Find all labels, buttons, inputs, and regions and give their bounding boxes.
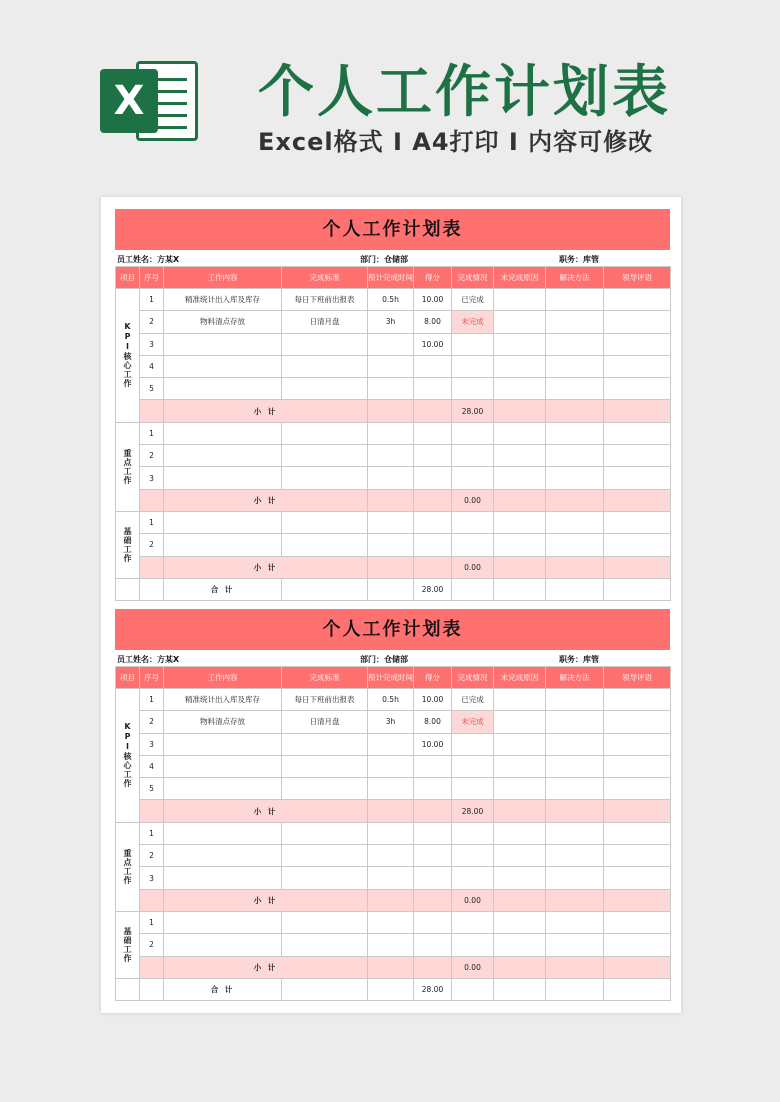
info-row <box>115 650 670 666</box>
leader-comment[interactable] <box>604 445 671 467</box>
incomplete-reason[interactable] <box>494 445 546 467</box>
row-number[interactable]: 5 <box>140 378 164 400</box>
solution[interactable] <box>546 467 604 489</box>
solution[interactable] <box>546 755 604 777</box>
table-row <box>116 311 671 333</box>
work-content[interactable]: 精准统计出入库及库存 <box>164 689 282 711</box>
excel-logo-icon <box>100 55 200 147</box>
estimated-time[interactable] <box>368 445 414 467</box>
incomplete-reason[interactable] <box>494 289 546 311</box>
completion-status[interactable] <box>452 467 494 489</box>
completion-standard[interactable] <box>282 333 368 355</box>
leader-comment[interactable] <box>604 867 671 889</box>
column-header: 工作内容 <box>164 667 282 689</box>
incomplete-reason[interactable] <box>494 378 546 400</box>
score[interactable] <box>414 378 452 400</box>
leader-comment[interactable] <box>604 534 671 556</box>
score[interactable] <box>414 511 452 533</box>
completion-standard[interactable]: 日清月盘 <box>282 311 368 333</box>
estimated-time[interactable] <box>368 755 414 777</box>
subtotal-row <box>116 489 671 511</box>
score[interactable] <box>414 778 452 800</box>
subtotal-label: 小 计 <box>164 956 368 978</box>
score[interactable] <box>414 845 452 867</box>
completion-standard[interactable] <box>282 534 368 556</box>
column-header: 领导评语 <box>604 267 671 289</box>
subtotal-score[interactable]: 0.00 <box>452 489 494 511</box>
subtotal-row <box>116 556 671 578</box>
work-content[interactable] <box>164 511 282 533</box>
completion-standard[interactable] <box>282 867 368 889</box>
total-label: 合 计 <box>164 578 282 600</box>
column-header: 得分 <box>414 267 452 289</box>
banner <box>0 0 780 200</box>
completion-status[interactable] <box>452 934 494 956</box>
row-number[interactable]: 4 <box>140 755 164 777</box>
table-row <box>116 867 671 889</box>
column-header: 完成标准 <box>282 667 368 689</box>
column-header: 完成情况 <box>452 667 494 689</box>
category-label: KPI核心工作 <box>116 689 140 823</box>
score[interactable]: 8.00 <box>414 311 452 333</box>
position: 职务：库管 <box>559 655 599 664</box>
column-header: 完成情况 <box>452 267 494 289</box>
leader-comment[interactable] <box>604 467 671 489</box>
total-score[interactable]: 28.00 <box>414 978 452 1000</box>
table-row <box>116 689 671 711</box>
column-header: 预计完成时间 <box>368 667 414 689</box>
table-row <box>116 911 671 933</box>
column-header: 预计完成时间 <box>368 267 414 289</box>
score[interactable]: 10.00 <box>414 733 452 755</box>
estimated-time[interactable] <box>368 333 414 355</box>
completion-standard[interactable] <box>282 778 368 800</box>
incomplete-reason[interactable] <box>494 822 546 844</box>
completion-standard[interactable] <box>282 355 368 377</box>
solution[interactable] <box>546 911 604 933</box>
subtotal-row <box>116 800 671 822</box>
table-row <box>116 333 671 355</box>
leader-comment[interactable] <box>604 778 671 800</box>
leader-comment[interactable] <box>604 333 671 355</box>
estimated-time[interactable] <box>368 511 414 533</box>
completion-status[interactable]: 已完成 <box>452 689 494 711</box>
solution[interactable] <box>546 534 604 556</box>
solution[interactable] <box>546 333 604 355</box>
completion-standard[interactable] <box>282 467 368 489</box>
column-header: 解决方法 <box>546 667 604 689</box>
incomplete-reason[interactable] <box>494 778 546 800</box>
table-row <box>116 755 671 777</box>
total-row <box>116 578 671 600</box>
incomplete-reason[interactable] <box>494 689 546 711</box>
completion-standard[interactable] <box>282 445 368 467</box>
solution[interactable] <box>546 445 604 467</box>
completion-status[interactable] <box>452 845 494 867</box>
subtotal-label: 小 计 <box>164 800 368 822</box>
solution[interactable] <box>546 711 604 733</box>
work-content[interactable] <box>164 534 282 556</box>
solution[interactable] <box>546 778 604 800</box>
completion-standard[interactable] <box>282 422 368 444</box>
estimated-time[interactable]: 0.5h <box>368 689 414 711</box>
department: 部门：仓储部 <box>360 255 408 264</box>
solution[interactable] <box>546 822 604 844</box>
completion-standard[interactable] <box>282 845 368 867</box>
table-row <box>116 422 671 444</box>
estimated-time[interactable] <box>368 422 414 444</box>
completion-standard[interactable]: 每日下班前出报表 <box>282 689 368 711</box>
leader-comment[interactable] <box>604 822 671 844</box>
leader-comment[interactable] <box>604 733 671 755</box>
column-header: 未完成原因 <box>494 267 546 289</box>
completion-standard[interactable] <box>282 934 368 956</box>
subtotal-score[interactable]: 0.00 <box>452 889 494 911</box>
column-header: 项目 <box>116 267 140 289</box>
leader-comment[interactable] <box>604 378 671 400</box>
row-number[interactable]: 2 <box>140 711 164 733</box>
column-header: 未完成原因 <box>494 667 546 689</box>
category-label: 基础工作 <box>116 511 140 578</box>
work-content[interactable] <box>164 733 282 755</box>
row-number[interactable]: 3 <box>140 733 164 755</box>
solution[interactable] <box>546 422 604 444</box>
score[interactable]: 8.00 <box>414 711 452 733</box>
estimated-time[interactable] <box>368 867 414 889</box>
leader-comment[interactable] <box>604 689 671 711</box>
solution[interactable] <box>546 511 604 533</box>
banner-subtitle: Excel格式 I A4打印 I 内容可修改 <box>258 128 654 156</box>
row-number[interactable]: 3 <box>140 333 164 355</box>
table-row <box>116 511 671 533</box>
completion-status[interactable]: 未完成 <box>452 311 494 333</box>
work-content[interactable] <box>164 467 282 489</box>
completion-status[interactable] <box>452 511 494 533</box>
header-row <box>116 267 671 289</box>
table-row <box>116 445 671 467</box>
score[interactable] <box>414 355 452 377</box>
total-score[interactable]: 28.00 <box>414 578 452 600</box>
estimated-time[interactable]: 3h <box>368 311 414 333</box>
document-page <box>101 197 681 1013</box>
completion-status[interactable] <box>452 778 494 800</box>
work-content[interactable] <box>164 822 282 844</box>
work-content[interactable] <box>164 867 282 889</box>
completion-status[interactable] <box>452 755 494 777</box>
solution[interactable] <box>546 311 604 333</box>
work-content[interactable] <box>164 333 282 355</box>
incomplete-reason[interactable] <box>494 355 546 377</box>
department: 部门：仓储部 <box>360 655 408 664</box>
table-row <box>116 845 671 867</box>
completion-standard[interactable] <box>282 822 368 844</box>
subtotal-score[interactable]: 28.00 <box>452 400 494 422</box>
employee-name: 员工姓名：方某X <box>117 255 180 264</box>
row-number[interactable]: 2 <box>140 311 164 333</box>
score[interactable] <box>414 422 452 444</box>
excel-logo-letter: X <box>100 69 158 133</box>
score[interactable]: 10.00 <box>414 689 452 711</box>
score[interactable] <box>414 867 452 889</box>
subtotal-score[interactable]: 0.00 <box>452 956 494 978</box>
work-content[interactable] <box>164 755 282 777</box>
subtotal-label: 小 计 <box>164 489 368 511</box>
work-content[interactable]: 物料清点存放 <box>164 311 282 333</box>
completion-status[interactable] <box>452 911 494 933</box>
table-row <box>116 378 671 400</box>
completion-status[interactable]: 已完成 <box>452 289 494 311</box>
work-content[interactable] <box>164 378 282 400</box>
score[interactable] <box>414 445 452 467</box>
column-header: 工作内容 <box>164 267 282 289</box>
solution[interactable] <box>546 733 604 755</box>
category-label: 重点工作 <box>116 422 140 511</box>
row-number[interactable]: 4 <box>140 355 164 377</box>
column-header: 领导评语 <box>604 667 671 689</box>
score[interactable] <box>414 467 452 489</box>
column-header: 解决方法 <box>546 267 604 289</box>
leader-comment[interactable] <box>604 311 671 333</box>
table-row <box>116 711 671 733</box>
solution[interactable] <box>546 845 604 867</box>
solution[interactable] <box>546 689 604 711</box>
estimated-time[interactable] <box>368 911 414 933</box>
banner-title: 个人工作计划表 <box>258 60 671 125</box>
estimated-time[interactable] <box>368 534 414 556</box>
row-number[interactable]: 2 <box>140 445 164 467</box>
completion-standard[interactable]: 每日下班前出报表 <box>282 289 368 311</box>
plan-table <box>115 666 671 1001</box>
work-content[interactable] <box>164 778 282 800</box>
row-number[interactable]: 2 <box>140 845 164 867</box>
completion-status[interactable] <box>452 534 494 556</box>
incomplete-reason[interactable] <box>494 934 546 956</box>
solution[interactable] <box>546 867 604 889</box>
subtotal-score[interactable]: 28.00 <box>452 800 494 822</box>
sheet-title: 个人工作计划表 <box>115 209 670 250</box>
completion-status[interactable] <box>452 378 494 400</box>
column-header: 完成标准 <box>282 267 368 289</box>
table-row <box>116 733 671 755</box>
completion-standard[interactable] <box>282 755 368 777</box>
row-number[interactable]: 3 <box>140 867 164 889</box>
score[interactable] <box>414 911 452 933</box>
row-number[interactable]: 1 <box>140 289 164 311</box>
work-content[interactable] <box>164 445 282 467</box>
estimated-time[interactable] <box>368 934 414 956</box>
completion-standard[interactable] <box>282 511 368 533</box>
category-label: KPI核心工作 <box>116 289 140 423</box>
table-row <box>116 467 671 489</box>
column-header: 得分 <box>414 667 452 689</box>
completion-status[interactable] <box>452 822 494 844</box>
completion-standard[interactable]: 日清月盘 <box>282 711 368 733</box>
score[interactable] <box>414 934 452 956</box>
info-row <box>115 250 670 266</box>
completion-status[interactable] <box>452 355 494 377</box>
row-number[interactable]: 1 <box>140 422 164 444</box>
solution[interactable] <box>546 355 604 377</box>
score[interactable]: 10.00 <box>414 289 452 311</box>
subtotal-row <box>116 956 671 978</box>
category-label: 重点工作 <box>116 822 140 911</box>
total-label: 合 计 <box>164 978 282 1000</box>
work-content[interactable] <box>164 845 282 867</box>
leader-comment[interactable] <box>604 845 671 867</box>
work-content[interactable] <box>164 934 282 956</box>
completion-standard[interactable] <box>282 911 368 933</box>
leader-comment[interactable] <box>604 911 671 933</box>
completion-status[interactable] <box>452 333 494 355</box>
estimated-time[interactable]: 3h <box>368 711 414 733</box>
table-row <box>116 355 671 377</box>
score[interactable] <box>414 755 452 777</box>
estimated-time[interactable] <box>368 733 414 755</box>
work-content[interactable]: 物料清点存放 <box>164 711 282 733</box>
employee-name: 员工姓名：方某X <box>117 655 180 664</box>
completion-standard[interactable] <box>282 378 368 400</box>
subtotal-label: 小 计 <box>164 400 368 422</box>
solution[interactable] <box>546 934 604 956</box>
estimated-time[interactable]: 0.5h <box>368 289 414 311</box>
subtotal-row <box>116 889 671 911</box>
work-content[interactable] <box>164 911 282 933</box>
leader-comment[interactable] <box>604 422 671 444</box>
estimated-time[interactable] <box>368 467 414 489</box>
completion-status[interactable] <box>452 733 494 755</box>
incomplete-reason[interactable] <box>494 511 546 533</box>
incomplete-reason[interactable] <box>494 867 546 889</box>
leader-comment[interactable] <box>604 355 671 377</box>
sheet-title: 个人工作计划表 <box>115 609 670 650</box>
subtotal-score[interactable]: 0.00 <box>452 556 494 578</box>
plan-table <box>115 266 671 601</box>
work-content[interactable]: 精准统计出入库及库存 <box>164 289 282 311</box>
table-row <box>116 822 671 844</box>
total-row <box>116 978 671 1000</box>
estimated-time[interactable] <box>368 378 414 400</box>
row-number[interactable]: 5 <box>140 778 164 800</box>
row-number[interactable]: 1 <box>140 911 164 933</box>
estimated-time[interactable] <box>368 355 414 377</box>
completion-status[interactable] <box>452 422 494 444</box>
column-header: 序号 <box>140 267 164 289</box>
work-content[interactable] <box>164 422 282 444</box>
row-number[interactable]: 2 <box>140 534 164 556</box>
work-content[interactable] <box>164 355 282 377</box>
solution[interactable] <box>546 289 604 311</box>
score[interactable]: 10.00 <box>414 333 452 355</box>
plan-sheet <box>115 609 670 1001</box>
position: 职务：库管 <box>559 255 599 264</box>
estimated-time[interactable] <box>368 822 414 844</box>
incomplete-reason[interactable] <box>494 911 546 933</box>
completion-status[interactable]: 未完成 <box>452 711 494 733</box>
row-number[interactable]: 1 <box>140 822 164 844</box>
row-number[interactable]: 3 <box>140 467 164 489</box>
incomplete-reason[interactable] <box>494 845 546 867</box>
header-row <box>116 667 671 689</box>
leader-comment[interactable] <box>604 711 671 733</box>
subtotal-label: 小 计 <box>164 556 368 578</box>
incomplete-reason[interactable] <box>494 733 546 755</box>
leader-comment[interactable] <box>604 289 671 311</box>
incomplete-reason[interactable] <box>494 467 546 489</box>
completion-status[interactable] <box>452 445 494 467</box>
leader-comment[interactable] <box>604 755 671 777</box>
table-row <box>116 934 671 956</box>
column-header: 项目 <box>116 667 140 689</box>
table-row <box>116 534 671 556</box>
score[interactable] <box>414 822 452 844</box>
incomplete-reason[interactable] <box>494 534 546 556</box>
row-number[interactable]: 1 <box>140 511 164 533</box>
leader-comment[interactable] <box>604 934 671 956</box>
table-row <box>116 289 671 311</box>
completion-standard[interactable] <box>282 733 368 755</box>
column-header: 序号 <box>140 667 164 689</box>
table-row <box>116 778 671 800</box>
incomplete-reason[interactable] <box>494 311 546 333</box>
subtotal-row <box>116 400 671 422</box>
estimated-time[interactable] <box>368 845 414 867</box>
incomplete-reason[interactable] <box>494 333 546 355</box>
incomplete-reason[interactable] <box>494 711 546 733</box>
row-number[interactable]: 2 <box>140 934 164 956</box>
subtotal-label: 小 计 <box>164 889 368 911</box>
completion-status[interactable] <box>452 867 494 889</box>
row-number[interactable]: 1 <box>140 689 164 711</box>
category-label: 基础工作 <box>116 911 140 978</box>
incomplete-reason[interactable] <box>494 422 546 444</box>
leader-comment[interactable] <box>604 511 671 533</box>
score[interactable] <box>414 534 452 556</box>
solution[interactable] <box>546 378 604 400</box>
incomplete-reason[interactable] <box>494 755 546 777</box>
estimated-time[interactable] <box>368 778 414 800</box>
plan-sheet <box>115 209 670 601</box>
